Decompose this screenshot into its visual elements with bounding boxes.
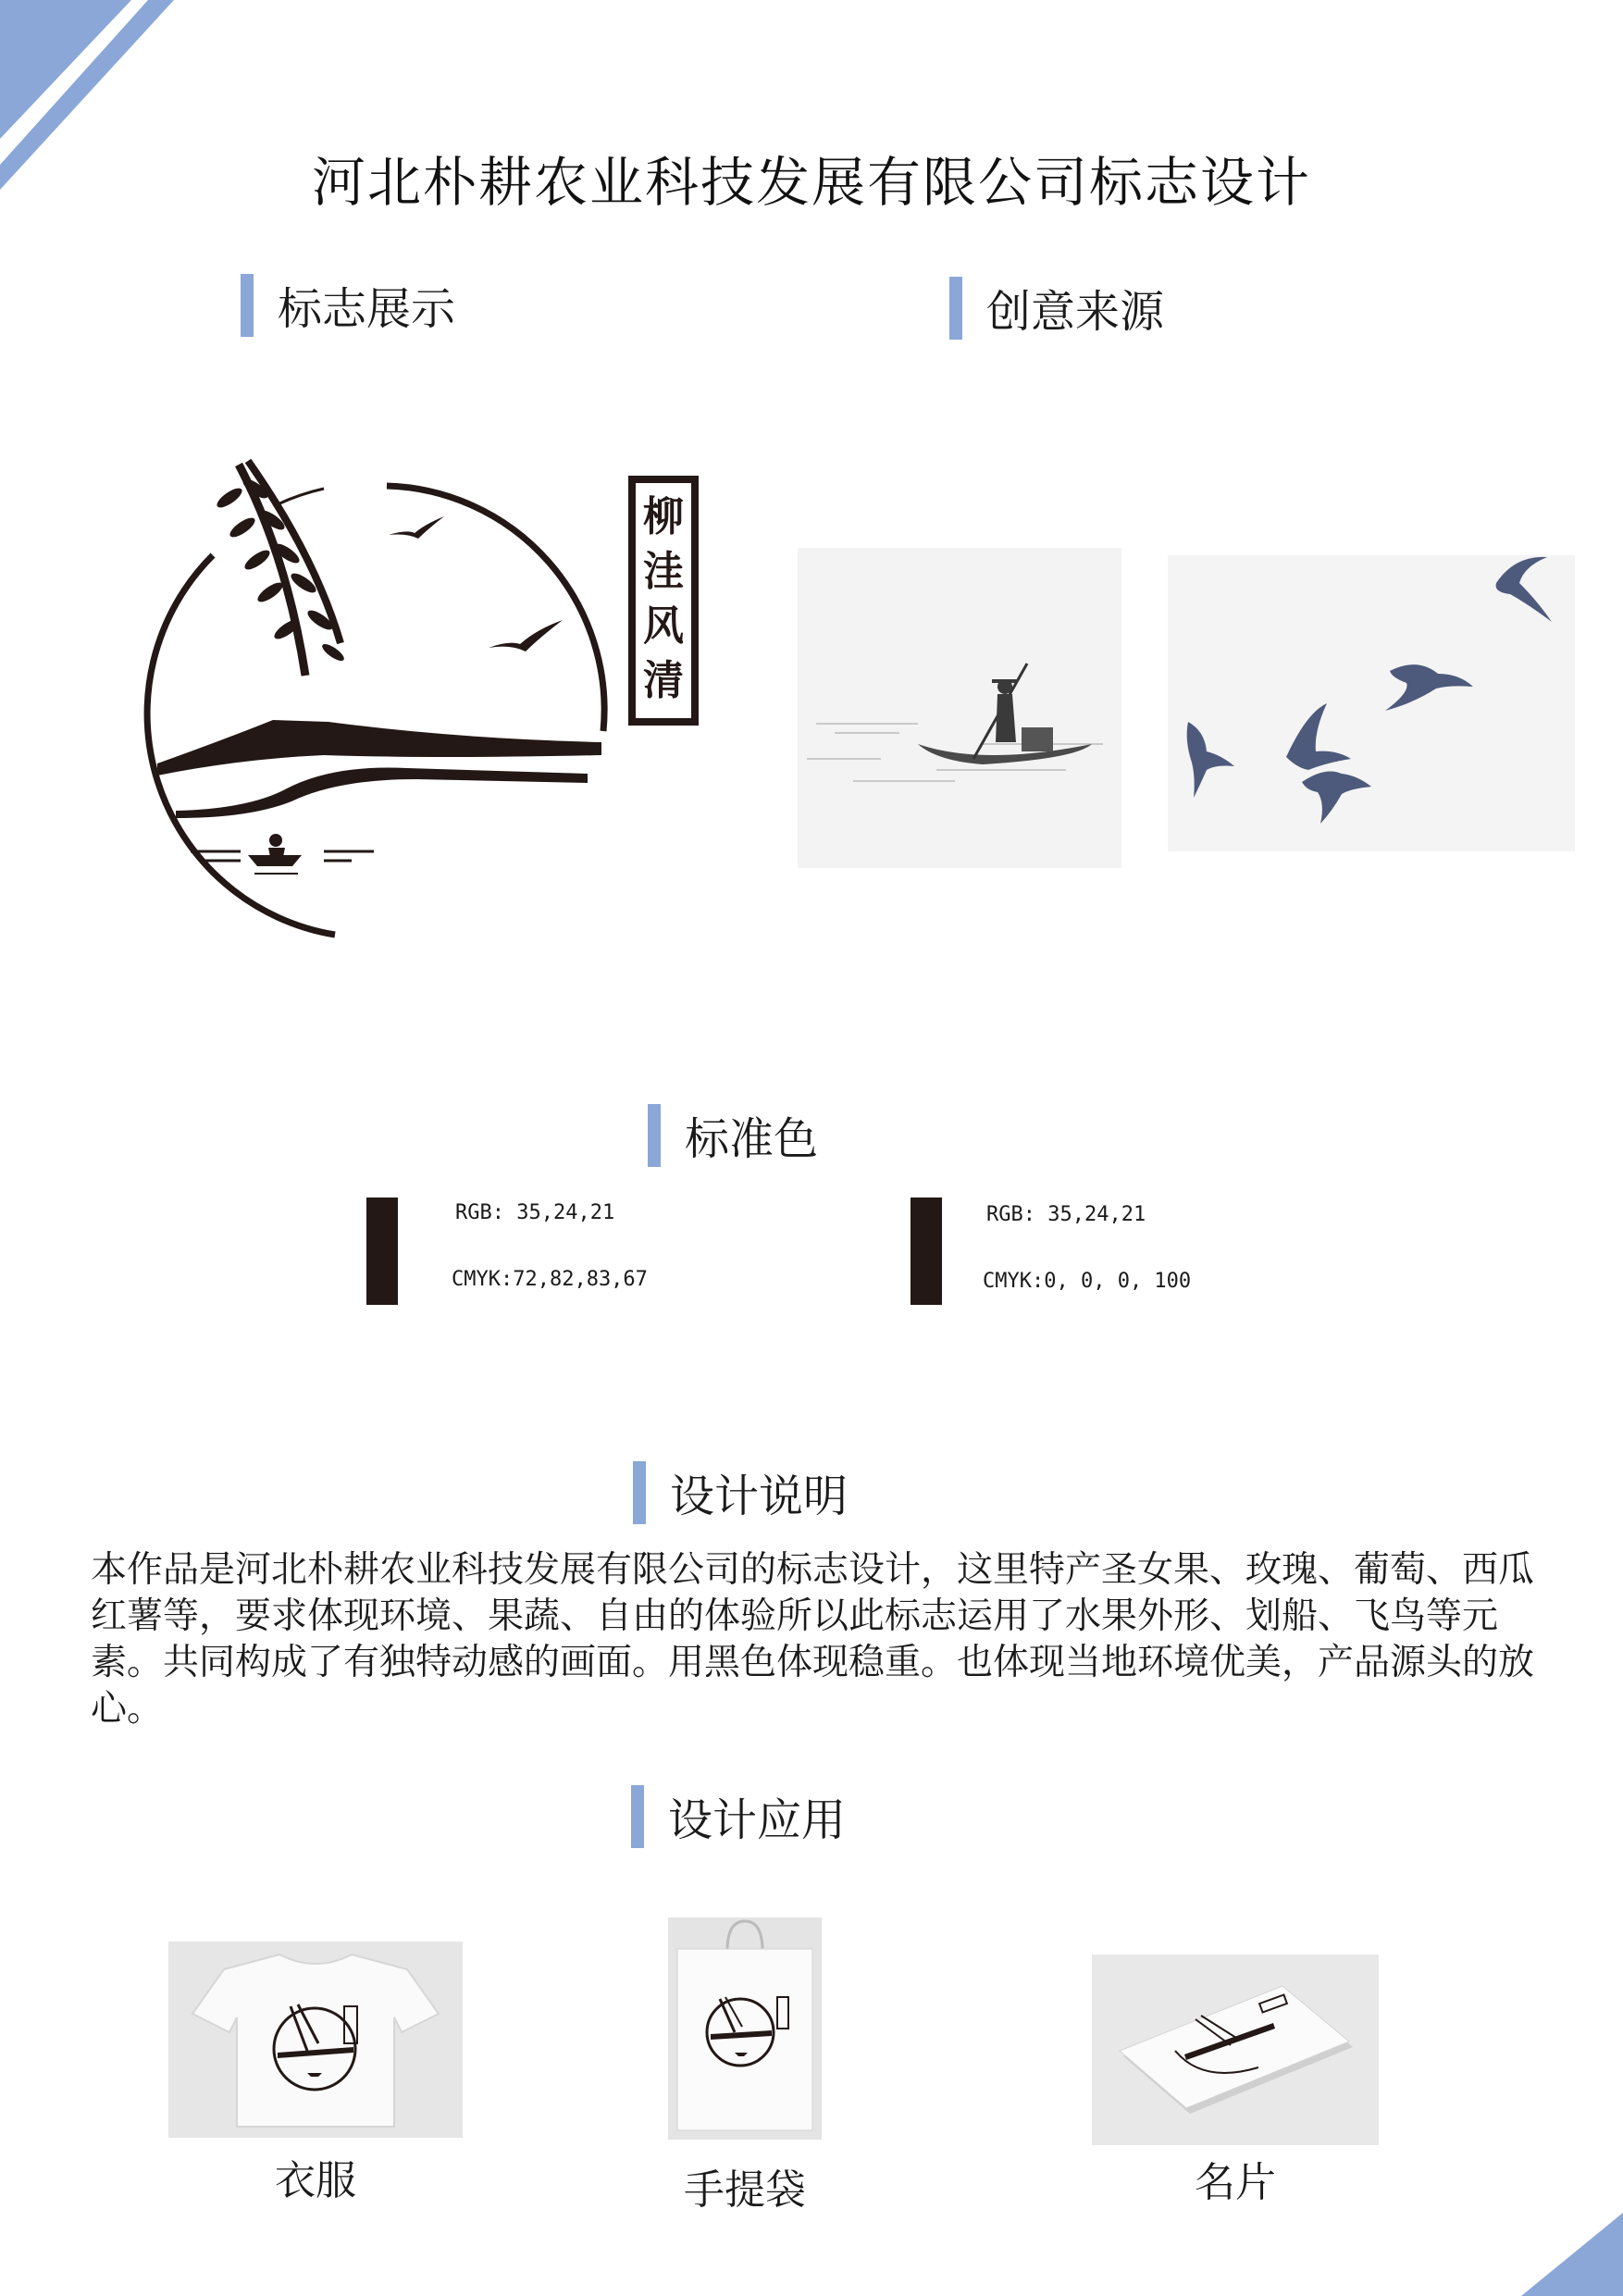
section-title-inspiration: 创意来源 <box>986 286 1165 338</box>
color-1-rgb: RGB: 35,24,21 <box>455 1201 615 1224</box>
section-title-design-note: 设计说明 <box>670 1471 849 1522</box>
company-logo <box>139 444 731 962</box>
inspiration-image-swallows <box>1168 555 1575 851</box>
page-title: 河北朴耕农业科技发展有限公司标志设计 <box>311 151 1311 214</box>
design-description: 本作品是河北朴耕农业科技发展有限公司的标志设计，这里特产圣女果、玫瑰、葡萄、西瓜红薯等，要求体现环境、果蔬、自由的体验所以此标志运用了水果外形、划船、飞鸟等元素。共同构成了有独特动感的画面。用黑色体现稳重。也体现当地环境优美，产品源头的放心。 <box>91 1549 1535 1730</box>
swallows-painting <box>1168 555 1575 851</box>
color-swatch-2 <box>911 1198 942 1305</box>
section-title-logo-display: 标志展示 <box>278 283 456 335</box>
caption-bag: 手提袋 <box>684 2166 806 2214</box>
section-bar <box>648 1104 661 1167</box>
application-image-tshirt <box>168 1942 463 2138</box>
seal-char: 清 <box>643 657 684 704</box>
section-bar <box>631 1785 644 1848</box>
color-2-rgb: RGB: 35,24,21 <box>986 1203 1146 1226</box>
seal-char: 洼 <box>643 548 684 595</box>
section-bar <box>241 274 254 337</box>
color-swatch-1 <box>366 1198 398 1305</box>
corner-decoration-bottom-right <box>1521 2213 1623 2296</box>
color-2-cmyk: CMYK:0, 0, 0, 100 <box>983 1270 1192 1293</box>
seal-char: 风 <box>643 602 684 650</box>
section-bar <box>949 277 962 340</box>
section-logo-display <box>241 273 455 337</box>
bag-mockup <box>668 1917 822 2140</box>
section-standard-color <box>648 1103 818 1167</box>
application-image-bag <box>668 1917 822 2140</box>
section-design-application <box>631 1784 846 1848</box>
section-title-standard-color: 标准色 <box>685 1113 819 1165</box>
seal-char: 柳 <box>643 493 684 540</box>
color-1-cmyk: CMYK:72,82,83,67 <box>452 1268 648 1291</box>
boat-painting <box>798 548 1121 868</box>
section-bar <box>633 1461 646 1524</box>
tshirt-mockup <box>168 1942 463 2138</box>
section-title-design-application: 设计应用 <box>668 1794 847 1846</box>
application-image-card <box>1092 1955 1379 2145</box>
caption-tshirt: 衣服 <box>275 2157 356 2204</box>
inspiration-image-boat <box>798 548 1121 868</box>
section-design-note <box>633 1460 848 1524</box>
section-inspiration <box>949 276 1164 340</box>
card-mockup <box>1092 1955 1379 2145</box>
caption-card: 名片 <box>1195 2159 1276 2206</box>
